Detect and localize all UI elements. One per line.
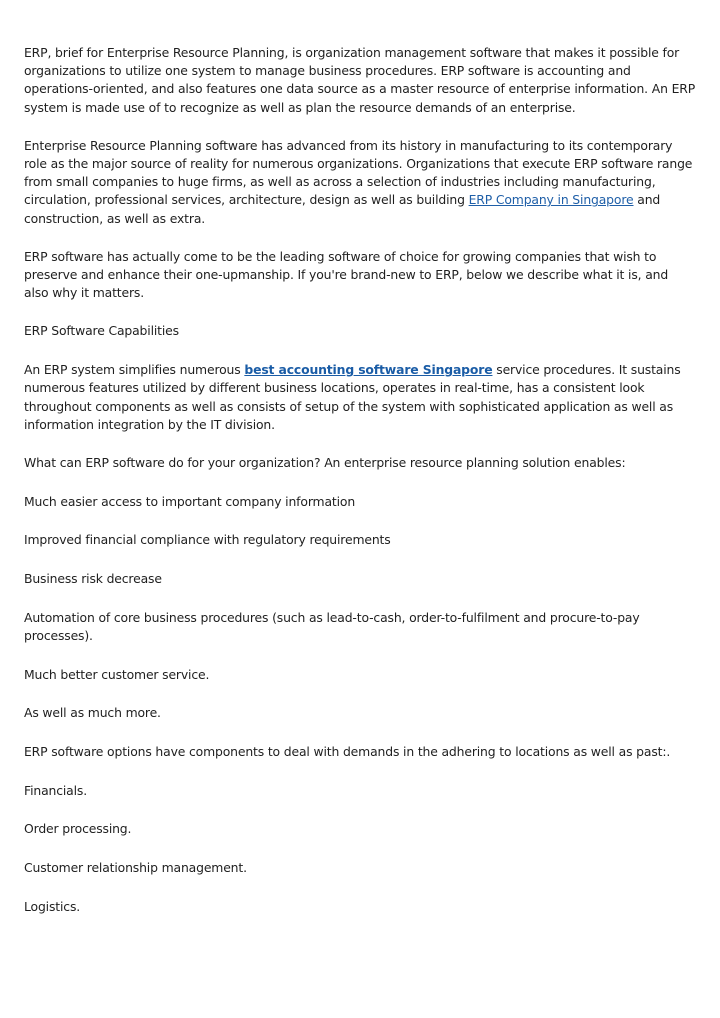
list-item-financials: Financials. [24,782,88,798]
section-heading-capabilities: ERP Software Capabilities [24,323,179,339]
best-accounting-software-link[interactable]: best accounting software Singapore [244,362,493,378]
paragraph-erp-leading: ERP software has actually come to be the leading software of choice for growing companies that wish to preserve and enhance their one-upmanship. If you're brand-new to ERP, below we describe what it is, and also why it matters. [24,248,669,301]
document-body [24,44,696,937]
paragraph-erp-components: ERP software options have components to deal with demands in the adhering to locations as well as past:. [24,744,671,760]
paragraph-erp-simplifies [24,361,696,434]
paragraph-text: and construction, as well as extra. [24,192,661,226]
erp-company-singapore-link[interactable]: ERP Company in Singapore [468,192,634,208]
list-item-risk-decrease: Business risk decrease [24,571,162,587]
list-item-much-more: As well as much more. [24,705,161,721]
list-item-financial-compliance: Improved financial compliance with regulatory requirements [24,532,391,548]
list-item-automation: Automation of core business procedures (such as lead-to-cash, order-to-fulfilment and procure-to-pay processes). [24,609,640,643]
paragraph-text: service procedures. It sustains numerous features utilized by different business locations, operates in real-time, has a consistent look throughout components as well as consists of setup of the system with sophisticated application as well as information integration by the IT division. [24,362,681,432]
list-item-easier-access: Much easier access to important company information [24,493,356,509]
paragraph-text: Enterprise Resource Planning software has advanced from its history in manufacturing to its contemporary role as the major source of reality for numerous organizations. Organizations that execute ERP software range from small companies to huge firms, as well as across a selection of industries including manufacturing, circulation, professional services, architecture, design as well as building [24,137,693,208]
paragraph-text: An ERP system simplifies numerous [24,362,245,378]
list-item-customer-service: Much better customer service. [24,666,210,682]
paragraph-what-can-erp-do: What can ERP software do for your organization? An enterprise resource planning solution enables: [24,454,626,470]
list-item-order-processing: Order processing. [24,821,132,837]
list-item-crm: Customer relationship management. [24,860,247,876]
list-item-logistics: Logistics. [24,898,81,914]
paragraph-erp-definition: ERP, brief for Enterprise Resource Planning, is organization management software that makes it possible for organizations to utilize one system to manage business procedures. ERP software is accounting and operations-oriented, and also features one data source as a master resource of enterprise information. An ERP system is made use of to recognize as well as plan the resource demands of an enterprise. [24,45,696,115]
paragraph-erp-evolution [24,137,696,228]
